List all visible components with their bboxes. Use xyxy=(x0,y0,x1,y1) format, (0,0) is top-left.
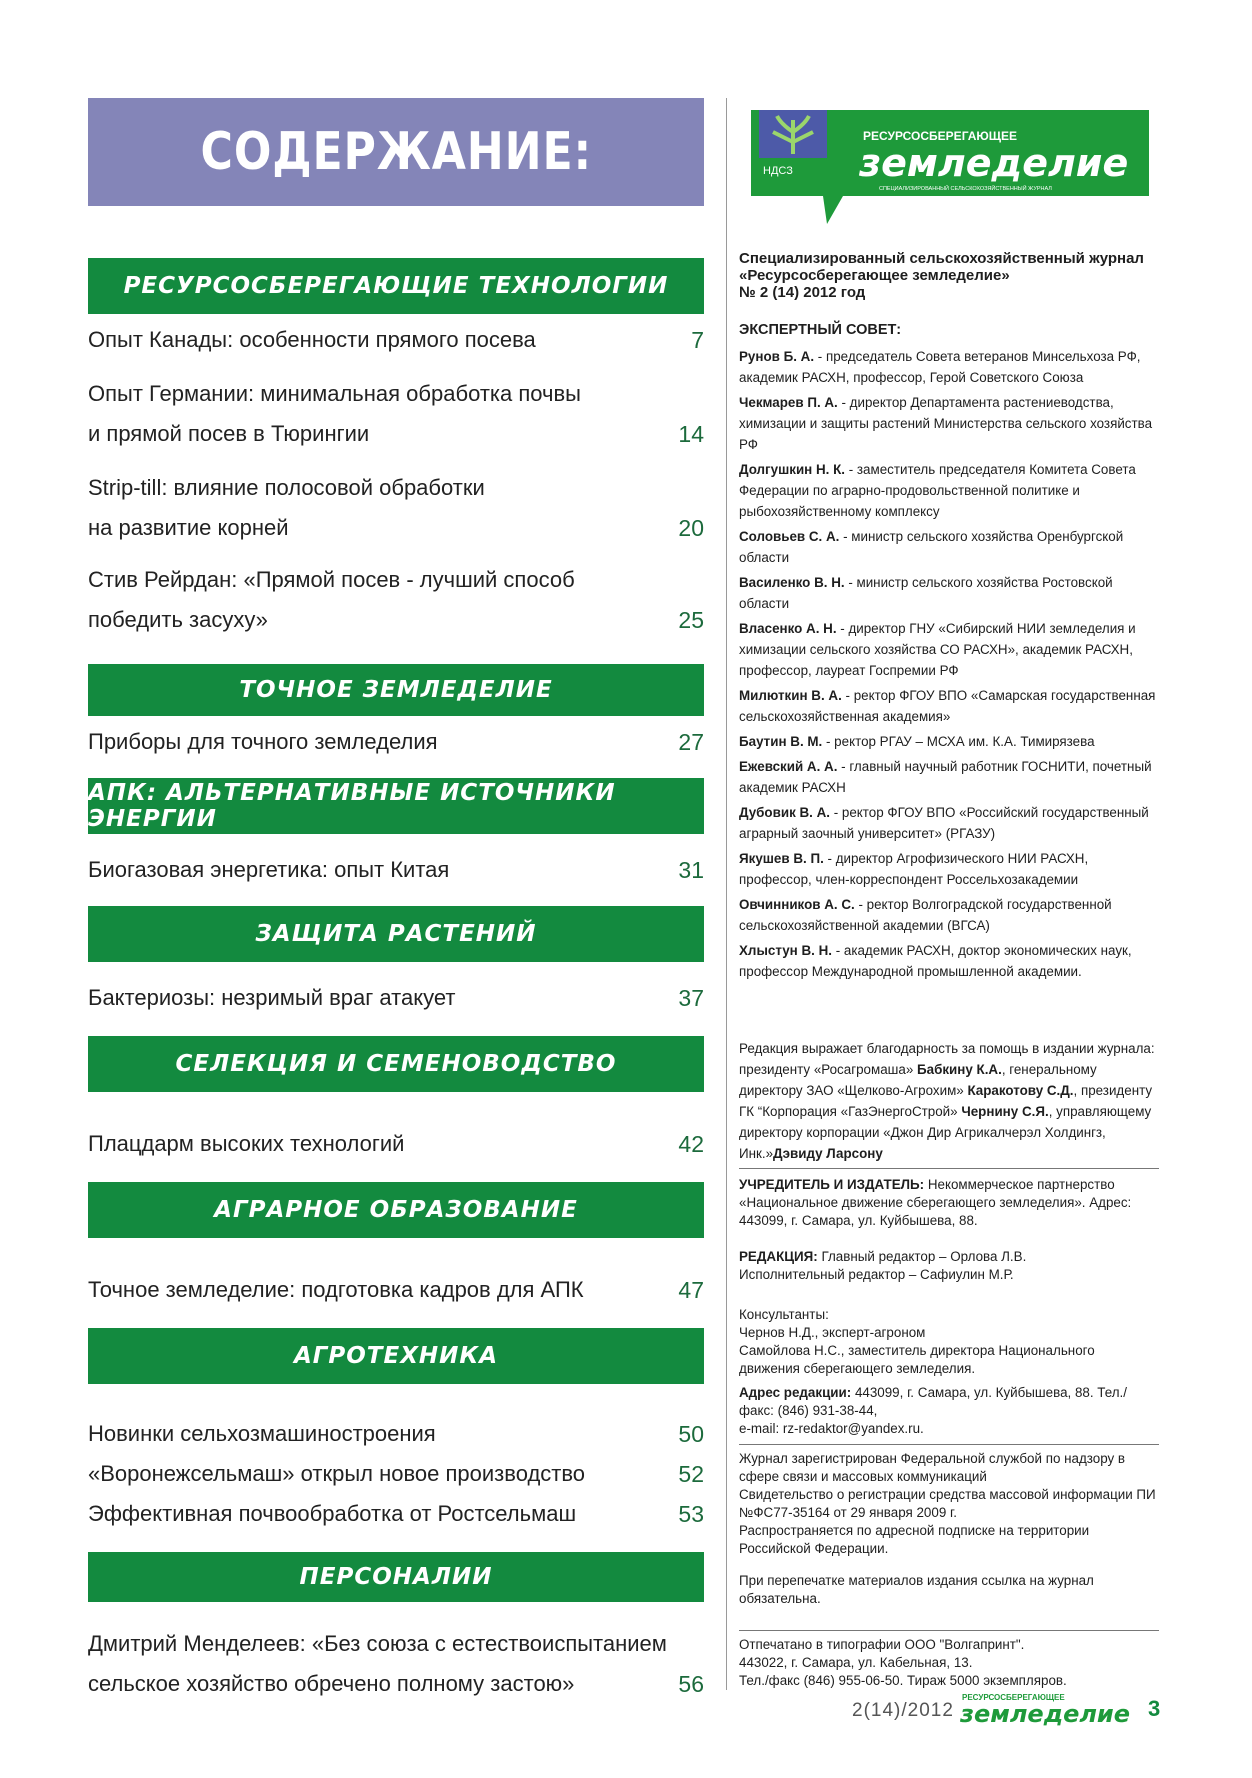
toc-entry-title: Дмитрий Менделеев: «Без союза с естествоиспытанием xyxy=(88,1631,667,1656)
toc-page-number: 7 xyxy=(691,327,704,353)
column-divider xyxy=(726,98,727,1690)
council-member: Долгушкин Н. К. - заместитель председателя Комитета Совета Федерации по аграрно-продовольственной политике и рыбохозяйственному комплексу xyxy=(739,462,1136,519)
section-heading: ПЕРСОНАЛИИ xyxy=(88,1552,704,1602)
toc-entry-title: и прямой посев в Тюрингии xyxy=(88,421,370,446)
toc-entry-title: Эффективная почвообработка от Ростсельмаш xyxy=(88,1501,577,1526)
council-member: Якушев В. П. - директор Агрофизического НИИ РАСХН, профессор, член-корреспондент Россельхозакадемии xyxy=(739,851,1089,887)
toc-entry[interactable] xyxy=(88,722,704,762)
divider-line xyxy=(739,1630,1159,1631)
toc-page-number: 50 xyxy=(678,1421,704,1447)
issue-number: 2(14)/2012 xyxy=(852,1700,954,1721)
acknowledgements: Редакция выражает благодарность за помощь в издании журнала: президенту «Росагромаша» Бабкину К.А., генеральному директору ЗАО «Щелково-Агрохим» Каракотову С.Д., президенту ГК “Корпорация «ГазЭнергоСтрой» Чернину С.Я., управляющему директору корпорации «Джон Дир Агрикалчерэл Холдингз, Инк.»Дэвиду Ларсону xyxy=(739,1041,1155,1161)
toc-page-number: 53 xyxy=(678,1501,704,1527)
toc-page-number: 20 xyxy=(678,515,704,541)
page-title: СОДЕРЖАНИЕ: xyxy=(200,122,592,182)
council-member: Милюткин В. А. - ректор ФГОУ ВПО «Самарская государственная сельскохозяйственная академия» xyxy=(739,688,1156,724)
section-heading: АГРАРНОЕ ОБРАЗОВАНИЕ xyxy=(88,1182,704,1238)
journal-name: «Ресурсосберегающее земледелие» xyxy=(739,267,1010,284)
logo-small-text: РЕСУРСОСБЕРЕГАЮЩЕЕ xyxy=(863,129,1018,143)
toc-entry[interactable] xyxy=(88,320,704,360)
section-heading: ТОЧНОЕ ЗЕМЛЕДЕЛИЕ xyxy=(88,664,704,716)
council-member: Соловьев С. А. - министр сельского хозяйства Оренбургской области xyxy=(739,529,1124,565)
section-agrotechnics xyxy=(88,1328,704,1384)
journal-logo xyxy=(751,110,1149,228)
toc-page-number: 56 xyxy=(678,1671,704,1697)
section-selection xyxy=(88,1036,704,1092)
footer-logo-big-text: земледелие xyxy=(960,1700,1131,1728)
logo-badge-text: НДСЗ xyxy=(763,165,793,177)
journal-intro xyxy=(739,250,1159,301)
editorial-info: РЕДАКЦИЯ: Главный редактор – Орлова Л.В. Исполнительный редактор – Сафиулин М.Р. xyxy=(739,1249,1027,1282)
section-alternative-energy xyxy=(88,778,704,834)
council-member: Ежевский А. А. - главный научный работник ГОСНИТИ, почетный академик РАСХН xyxy=(739,759,1152,795)
toc-entry[interactable] xyxy=(88,978,704,1018)
contents-column xyxy=(88,98,704,1697)
section-resource-saving xyxy=(88,258,704,314)
expert-council-heading: ЭКСПЕРТНЫЙ СОВЕТ: xyxy=(739,322,902,338)
divider-line xyxy=(739,1444,1159,1445)
toc-entry-title: Биогазовая энергетика: опыт Китая xyxy=(88,857,450,882)
section-agrarian-education xyxy=(88,1182,704,1238)
logo-sub-text: СПЕЦИАЛИЗИРОВАННЫЙ СЕЛЬСКОХОЗЯЙСТВЕННЫЙ ЖУРНАЛ xyxy=(879,186,1052,192)
toc-entry-title: победить засуху» xyxy=(88,607,268,632)
council-member: Чекмарев П. А. - директор Департамента растениеводства, химизации и защиты растений Министерства сельского хозяйства РФ xyxy=(739,395,1153,452)
toc-entry[interactable] xyxy=(88,374,704,454)
section-heading: СЕЛЕКЦИЯ И СЕМЕНОВОДСТВО xyxy=(88,1036,704,1092)
toc-entry-title: Опыт Германии: минимальная обработка почвы xyxy=(88,381,581,406)
toc-entry[interactable] xyxy=(88,1414,704,1454)
toc-page-number: 25 xyxy=(678,607,704,633)
council-member: Хлыстун В. Н. - академик РАСХН, доктор экономических наук, профессор Международной промышленной академии. xyxy=(739,943,1132,979)
section-heading: РЕСУРСОСБЕРЕГАЮЩИЕ ТЕХНОЛОГИИ xyxy=(88,258,704,314)
printing-info: Отпечатано в типографии ООО "Волгапринт". 443022, г. Самара, ул. Кабельная, 13. Тел./факс (846) 955-06-50. Тираж 5000 экземпляров. xyxy=(739,1637,1067,1688)
consultants-info: Консультанты: Чернов Н.Д., эксперт-агроном Самойлова Н.С., заместитель директора Национального движения сберегающего земледелия. xyxy=(739,1307,1095,1376)
toc-page-number: 31 xyxy=(678,857,704,883)
toc-entry[interactable] xyxy=(88,1494,704,1534)
toc-entry[interactable] xyxy=(88,560,704,640)
editorial-email[interactable]: e-mail: rz-redaktor@yandex.ru. xyxy=(739,1421,924,1436)
council-member: Дубовик В. А. - ректор ФГОУ ВПО «Российский государственный аграрный заочный университет» (РГАЗУ) xyxy=(739,805,1149,841)
council-member: Власенко А. Н. - директор ГНУ «Сибирский НИИ земледелия и химизации сельского хозяйства СО РАСХН», академик РАСХН, профессор, лауреат Госпремии РФ xyxy=(739,621,1136,678)
toc-page-number: 47 xyxy=(678,1277,704,1303)
toc-entry-title: «Воронежсельмаш» открыл новое производство xyxy=(88,1461,586,1486)
contents-title-box xyxy=(88,98,704,206)
toc-entry-title: Приборы для точного земледелия xyxy=(88,729,438,754)
toc-page-number: 37 xyxy=(678,985,704,1011)
toc-entry-title: Опыт Канады: особенности прямого посева xyxy=(88,327,536,352)
toc-page-number: 27 xyxy=(678,729,704,755)
logo-big-text: земледелие xyxy=(859,141,1129,185)
toc-entry-title: Плацдарм высоких технологий xyxy=(88,1131,405,1156)
journal-issue: № 2 (14) 2012 год xyxy=(739,284,866,301)
registration-info: Журнал зарегистрирован Федеральной службой по надзору в сфере связи и массовых коммуникаций Свидетельство о регистрации средства массовой информации ПИ №ФС77-35164 от 29 января 2009 г. Распространяется по адресной подписке на территории Российской Федерации. При перепечатке материалов издания ссылка на журнал обязательна. xyxy=(739,1451,1156,1606)
page-number: 3 xyxy=(1148,1696,1161,1721)
expert-council-list xyxy=(739,346,1159,986)
toc-entry[interactable] xyxy=(88,468,704,548)
publisher-info: УЧРЕДИТЕЛЬ И ИЗДАТЕЛЬ: Некоммерческое партнерство «Национальное движение сберегающего земледелия». Адрес: 443099, г. Самара, ул. Куйбышева, 88. xyxy=(739,1177,1132,1228)
footer-logo xyxy=(960,1690,1131,1728)
toc-page-number: 14 xyxy=(678,421,704,447)
toc-entry-title: Strip-till: влияние полосовой обработки xyxy=(88,475,485,500)
journal-type: Специализированный сельскохозяйственный журнал xyxy=(739,250,1144,267)
toc-entry-title: Точное земледелие: подготовка кадров для АПК xyxy=(88,1277,584,1302)
toc-entry[interactable] xyxy=(88,1454,704,1494)
toc-entry-title: Новинки сельхозмашиностроения xyxy=(88,1421,436,1446)
toc-entry[interactable] xyxy=(88,1624,704,1704)
council-member: Рунов Б. А. - председатель Совета ветеранов Минсельхоза РФ, академик РАСХН, профессор, Герой Советского Союза xyxy=(739,349,1141,385)
toc-entry-title: Стив Рейрдан: «Прямой посев - лучший способ xyxy=(88,567,575,592)
section-heading: АГРОТЕХНИКА xyxy=(88,1328,704,1384)
toc-entry-title: сельское хозяйство обречено полному застою» xyxy=(88,1671,575,1696)
section-personalia xyxy=(88,1552,704,1602)
footer-logo-small-text: РЕСУРСОСБЕРЕГАЮЩЕЕ xyxy=(962,1693,1065,1702)
toc-page-number: 52 xyxy=(678,1461,704,1487)
section-plant-protection xyxy=(88,906,704,962)
toc-entry[interactable] xyxy=(88,850,704,890)
editorial-address: Адрес редакции: 443099, г. Самара, ул. Куйбышева, 88. Тел./факс: (846) 931-38-44, e-mail: rz-redaktor@yandex.ru. xyxy=(739,1384,1159,1438)
section-precision-farming xyxy=(88,664,704,716)
toc-entry[interactable] xyxy=(88,1270,704,1310)
toc-entry[interactable] xyxy=(88,1124,704,1164)
section-heading: АПК: АЛЬТЕРНАТИВНЫЕ ИСТОЧНИКИ ЭНЕРГИИ xyxy=(88,778,704,834)
divider-line xyxy=(739,1168,1159,1169)
toc-entry-title: на развитие корней xyxy=(88,515,289,540)
council-member: Василенко В. Н. - министр сельского хозяйства Ростовской области xyxy=(739,575,1113,611)
council-member: Овчинников А. С. - ректор Волгоградской государственной сельскохозяйственной академии (ВГСА) xyxy=(739,897,1112,933)
section-heading: ЗАЩИТА РАСТЕНИЙ xyxy=(88,906,704,962)
toc-page-number: 42 xyxy=(678,1131,704,1157)
council-member: Баутин В. М. - ректор РГАУ – МСХА им. К.А. Тимирязева xyxy=(739,734,1095,749)
toc-entry-title: Бактериозы: незримый враг атакует xyxy=(88,985,456,1010)
